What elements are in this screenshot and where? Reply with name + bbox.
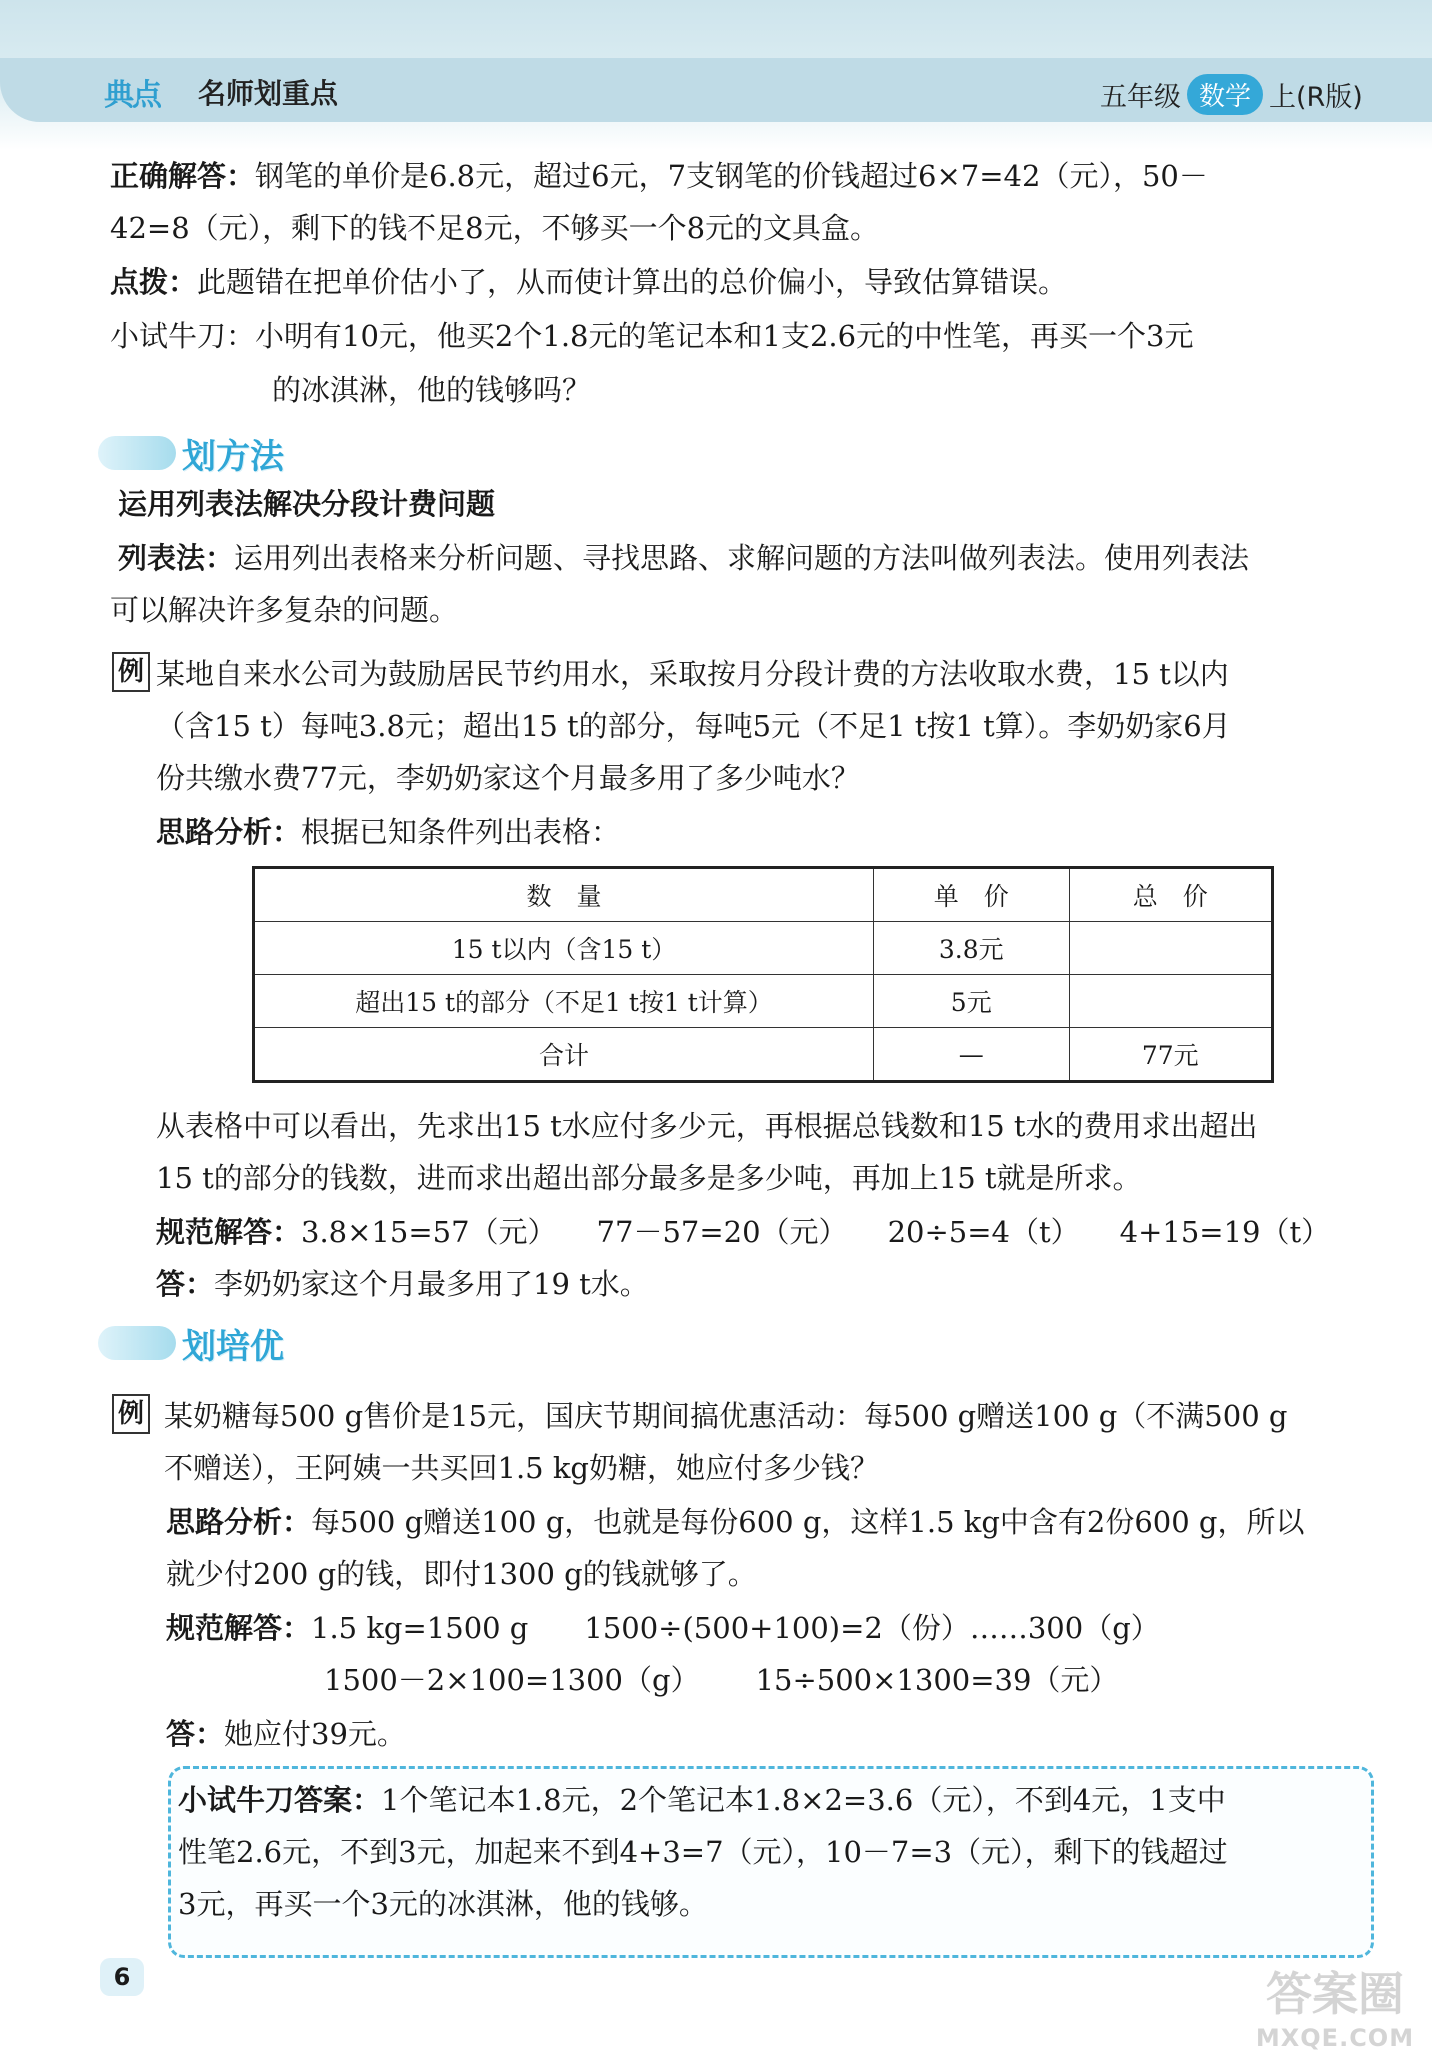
- solution-step: 15÷500×1300=39（元）: [755, 1663, 1119, 1697]
- example1-after-line2: 15 t的部分的钱数，进而求出超出部分最多是多少吨，再加上15 t就是所求。: [156, 1161, 1142, 1195]
- table-header: 数 量: [254, 868, 874, 922]
- section-excel-title: 划培优: [182, 1326, 284, 1367]
- example1-line3: 份共缴水费77元，李奶奶家这个月最多用了多少吨水？: [156, 761, 860, 795]
- table-header: 单 价: [874, 868, 1069, 922]
- try-it-line2: 的冰淇淋，他的钱够吗？: [272, 373, 592, 407]
- grade-info: [1100, 74, 1363, 114]
- solution-step: 77－57=20（元）: [596, 1215, 848, 1249]
- method-subtitle: 运用列表法解决分段计费问题: [118, 487, 496, 521]
- correct-answer-line1: [110, 156, 1208, 196]
- example1-solution-label: 规范解答：: [156, 1215, 302, 1249]
- tip: [110, 262, 1067, 302]
- example2-analysis-label: 思路分析：: [166, 1505, 312, 1539]
- example1-analysis-label: 思路分析：: [156, 815, 302, 849]
- section-excel-header: [98, 1316, 284, 1370]
- example2-solution-label: 规范解答：: [166, 1611, 312, 1645]
- series-title: 名师划重点: [198, 77, 339, 110]
- example2-analysis-line1: [166, 1502, 1304, 1542]
- table-header-row: [254, 868, 1273, 922]
- table-cell: —: [874, 1028, 1069, 1082]
- volume-label: 上(R版): [1269, 81, 1363, 113]
- try-answer-line2: 性笔2.6元，不到3元，加起来不到4+3=7（元），10－7=3（元），剩下的钱超过: [178, 1835, 1228, 1869]
- table-row: [254, 922, 1273, 975]
- example1-line1: 某地自来水公司为鼓励居民节约用水，采取按月分段计费的方法收取水费，15 t以内: [156, 657, 1229, 691]
- page-header: [0, 0, 1432, 150]
- grade-label: 五年级: [1100, 81, 1181, 113]
- correct-answer-text1: 钢笔的单价是6.8元，超过6元，7支钢笔的价钱超过6×7=42（元），50－: [255, 159, 1208, 193]
- example2-answer: [166, 1714, 406, 1754]
- brand-logo: 典点: [104, 78, 160, 113]
- try-it-line1: [110, 316, 1194, 356]
- example2-answer-text: 她应付39元。: [224, 1717, 406, 1751]
- example2-analysis-text1: 每500 g赠送100 g，也就是每份600 g，这样1.5 kg中含有2份600 g，所以: [311, 1505, 1305, 1539]
- try-answer-text1: 1个笔记本1.8元，2个笔记本1.8×2=3.6（元），不到4元，1支中: [381, 1783, 1226, 1817]
- example-mark: 例: [112, 652, 150, 692]
- example2-line1: 某奶糖每500 g售价是15元，国庆节期间搞优惠活动：每500 g赠送100 g（不满500 g: [164, 1399, 1288, 1433]
- table-cell: [1069, 975, 1273, 1028]
- method-def-line1: [118, 538, 1249, 578]
- solution-step: 1500÷(500+100)=2（份）……300（g）: [584, 1611, 1160, 1645]
- solution-step: 1.5 kg=1500 g: [311, 1611, 529, 1645]
- method-def-text1: 运用列出表格来分析问题、寻找思路、求解问题的方法叫做列表法。使用列表法: [234, 541, 1250, 575]
- method-def-label: 列表法：: [118, 541, 235, 575]
- tip-label: 点拨：: [110, 265, 198, 299]
- table-header: 总 价: [1069, 868, 1273, 922]
- solution-step: 1500－2×100=1300（g）: [324, 1663, 700, 1697]
- solution-step: 3.8×15=57（元）: [301, 1215, 557, 1249]
- table-cell: 77元: [1069, 1028, 1273, 1082]
- tip-text: 此题错在把单价估小了，从而使计算出的总价偏小，导致估算错误。: [197, 265, 1068, 299]
- correct-answer-line2: 42=8（元），剩下的钱不足8元，不够买一个8元的文具盒。: [110, 211, 880, 245]
- table-cell: 超出15 t的部分（不足1 t按1 t计算）: [254, 975, 874, 1028]
- table-cell: 3.8元: [874, 922, 1069, 975]
- watermark-text: 答案圈: [1266, 1967, 1404, 2021]
- example2-solution-row1: [166, 1608, 1160, 1648]
- method-def-line2: 可以解决许多复杂的问题。: [110, 593, 459, 627]
- try-answer-label: 小试牛刀答案：: [178, 1783, 382, 1817]
- section-method-header: [98, 426, 284, 480]
- section-swoosh-icon: [98, 1326, 176, 1360]
- watermark-logo: [1240, 1958, 1430, 2054]
- solution-step: 20÷5=4（t）: [887, 1215, 1080, 1249]
- example1-solution: [156, 1212, 1330, 1252]
- table-cell: [1069, 922, 1273, 975]
- pricing-table: [252, 866, 1274, 1083]
- example-mark: 例: [112, 1394, 150, 1434]
- example1-answer-label: 答：: [156, 1267, 215, 1301]
- example1-analysis: [156, 812, 620, 852]
- try-answer-line1: [178, 1780, 1226, 1820]
- table-cell: 15 t以内（含15 t）: [254, 922, 874, 975]
- table-cell: 合计: [254, 1028, 874, 1082]
- example1-answer: [156, 1264, 649, 1304]
- subject-badge: 数学: [1187, 74, 1263, 115]
- table-cell: 5元: [874, 975, 1069, 1028]
- example2-analysis-line2: 就少付200 g的钱，即付1300 g的钱就够了。: [166, 1557, 757, 1591]
- section-method-title: 划方法: [182, 436, 284, 477]
- example1-analysis-text: 根据已知条件列出表格：: [301, 815, 621, 849]
- example2-solution-row2: [324, 1660, 1118, 1700]
- try-it-text1: 小明有10元，他买2个1.8元的笔记本和1支2.6元的中性笔，再买一个3元: [255, 319, 1194, 353]
- example1-answer-text: 李奶奶家这个月最多用了19 t水。: [214, 1267, 649, 1301]
- example2-answer-label: 答：: [166, 1717, 225, 1751]
- page-number: 6: [100, 1958, 144, 1996]
- watermark-url: MXQE.COM: [1255, 2024, 1415, 2052]
- example1-line2: （含15 t）每吨3.8元；超出15 t的部分，每吨5元（不足1 t按1 t算）。李奶奶家6月: [156, 709, 1231, 743]
- section-swoosh-icon: [98, 436, 176, 470]
- example2-line2: 不赠送），王阿姨一共买回1.5 kg奶糖，她应付多少钱？: [164, 1451, 879, 1485]
- table-row: [254, 975, 1273, 1028]
- try-it-label: 小试牛刀：: [110, 319, 256, 353]
- table-row: [254, 1028, 1273, 1082]
- try-answer-line3: 3元，再买一个3元的冰淇淋，他的钱够。: [178, 1887, 708, 1921]
- example1-after-line1: 从表格中可以看出，先求出15 t水应付多少元，再根据总钱数和15 t水的费用求出超出: [156, 1109, 1258, 1143]
- correct-answer-label: 正确解答：: [110, 159, 256, 193]
- solution-step: 4+15=19（t）: [1119, 1215, 1331, 1249]
